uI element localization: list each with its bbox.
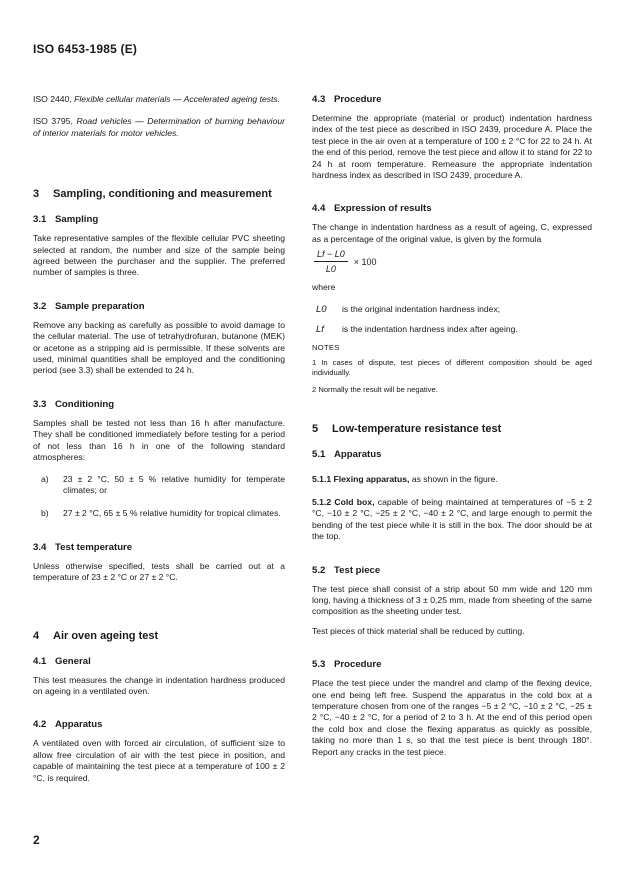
list-item: a) 23 ± 2 °C, 50 ± 5 % relative humidity for temperate climates; or: [41, 473, 285, 495]
where-label: where: [312, 282, 336, 293]
section-5-3-heading: 5.3 Procedure: [312, 659, 382, 671]
section-3-2-heading: 3.2 Sample preparation: [33, 300, 145, 312]
document-header: ISO 6453-1985 (E): [33, 42, 138, 56]
formula-denominator: L0: [325, 264, 336, 275]
section-5-2-text-2: Test pieces of thick material shall be reduced by cutting.: [312, 625, 525, 636]
right-column: [312, 94, 592, 758]
page-number: 2: [33, 833, 40, 847]
section-3-heading: 3 Sampling, conditioning and measurement: [33, 188, 272, 201]
section-3-4-text: Unless otherwise specified, tests shall be carried out at a temperature of 23 ± 2 °C or 27 ± 2 °C.: [33, 560, 285, 583]
reference-code: ISO 3795,: [33, 116, 73, 127]
section-4-3-heading: 4.3 Procedure: [312, 94, 382, 105]
section-5-3-text: Place the test piece under the mandrel and clamp of the flexing device, one end being left free. Suspend the apparatus in the cold box at a temperature chosen from one of the ranges −5 ± 2 °C, −10 ± 2 °C, −25 ± 2 °C, −40 ± 2 °C, for a period of 2 to 3 h. At the end of this period open the cold box and close the flexing apparatus as quickly as possible, taking no more than 1 s, so that the test piece is bent through 180°. Report any cracks in the test piece.: [312, 678, 592, 757]
section-3-2-text: Remove any backing as carefully as possible to avoid damage to the cellular material. The use of tetrahydrofuran, butanone (MEK) or acetone as a stripping aid is permissible. If these solvents are used, minimal quantities shall be employed and the conditioning period (see 3.3) shall be extended to 24 h.: [33, 319, 285, 376]
section-3-1-text: Take representative samples of the flexible cellular PVC sheeting selected at random, the number and size of the sample being agreed between the purchaser and the supplier. The preferred number of samples is three.: [33, 233, 285, 278]
hardness-change-formula: [314, 249, 592, 274]
where-definition: Lf is the indentation hardness index after ageing.: [316, 324, 518, 336]
section-3-3-text: Samples shall be tested not less than 16 h after manufacture. They shall be conditioned immediately before testing for a period of not less than 16 h in one of the following standard atmospheres:: [33, 417, 285, 463]
section-4-4-text: The change in indentation hardness as a result of ageing, C, expressed as a percentage of the original value, is given by the formula: [312, 222, 592, 244]
formula-multiplier: × 100: [353, 256, 377, 267]
section-4-1-heading: 4.1 General: [33, 655, 91, 667]
list-item: b) 27 ± 2 °C, 65 ± 5 % relative humidity for tropical climates.: [41, 508, 281, 519]
section-4-2-heading: 4.2 Apparatus: [33, 719, 103, 731]
where-definition: L0 is the original indentation hardness index;: [316, 303, 501, 315]
section-4-heading: 4 Air oven ageing test: [33, 629, 159, 642]
section-4-3-text: Determine the appropriate (material or product) indentation hardness index of the test piece as described in ISO 2439, procedure A. Place the test piece in the air oven at a temperature of 100 ± 2 °C for 22 to 24 h. At the end of this period, remove the test piece and allow it to stand for 22 to 24 h at room temperature. Remeasure the appropriate indentation hardness index as described in ISO 2439, procedure A.: [312, 113, 592, 181]
reference-iso-2440: [33, 94, 285, 105]
note-item: 2 Normally the result will be negative.: [312, 385, 438, 395]
section-5-heading: 5 Low-temperature resistance test: [312, 423, 502, 436]
notes-title: NOTES: [312, 343, 340, 353]
section-5-1-1-text: 5.1.1 Flexing apparatus, as shown in the figure.: [312, 474, 498, 485]
note-item: 1 In cases of dispute, test pieces of different composition should be aged individually.: [312, 358, 592, 378]
section-5-1-2-text: 5.1.2 Cold box, capable of being maintained at temperatures of −5 ± 2 °C, −10 ± 2 °C, −25 ± 2 °C, −40 ± 2 °C, and large enough to permit the bending of the test piece while it is still in the box. The door should be at the top.: [312, 496, 593, 542]
formula-numerator: Lf − L0: [314, 249, 348, 262]
section-4-4-heading: 4.4 Expression of results: [312, 203, 432, 215]
left-column: [33, 94, 285, 784]
reference-title: Road vehicles — Determination of burning behaviour of interior materials for motor vehicles.: [33, 116, 286, 138]
section-4-1-text: This test measures the change in indentation hardness produced on ageing in a ventilated oven.: [33, 674, 285, 696]
reference-title: Flexible cellular materials — Accelerated ageing tests.: [74, 94, 281, 104]
section-3-4-heading: 3.4 Test temperature: [33, 541, 133, 553]
section-5-1-heading: 5.1 Apparatus: [312, 449, 382, 461]
section-4-2-text: A ventilated oven with forced air circulation, of sufficient size to allow free circulation of air with the test piece in position, and capable of maintaining the test piece at a temperature of 100 ± 2 °C, is required.: [33, 738, 285, 783]
section-5-2-heading: 5.2 Test piece: [312, 564, 381, 576]
formula-fraction: [314, 249, 348, 274]
section-3-3-heading: 3.3 Conditioning: [33, 398, 115, 410]
section-5-2-text: The test piece shall consist of a strip about 50 mm wide and 120 mm long, having a thickness of 3 ± 0,25 mm, made from sheeting of the same composition as the sheeting under test.: [312, 583, 592, 617]
reference-code: ISO 2440,: [33, 94, 72, 104]
reference-iso-3795: [33, 116, 285, 139]
section-3-1-heading: 3.1 Sampling: [33, 214, 99, 226]
